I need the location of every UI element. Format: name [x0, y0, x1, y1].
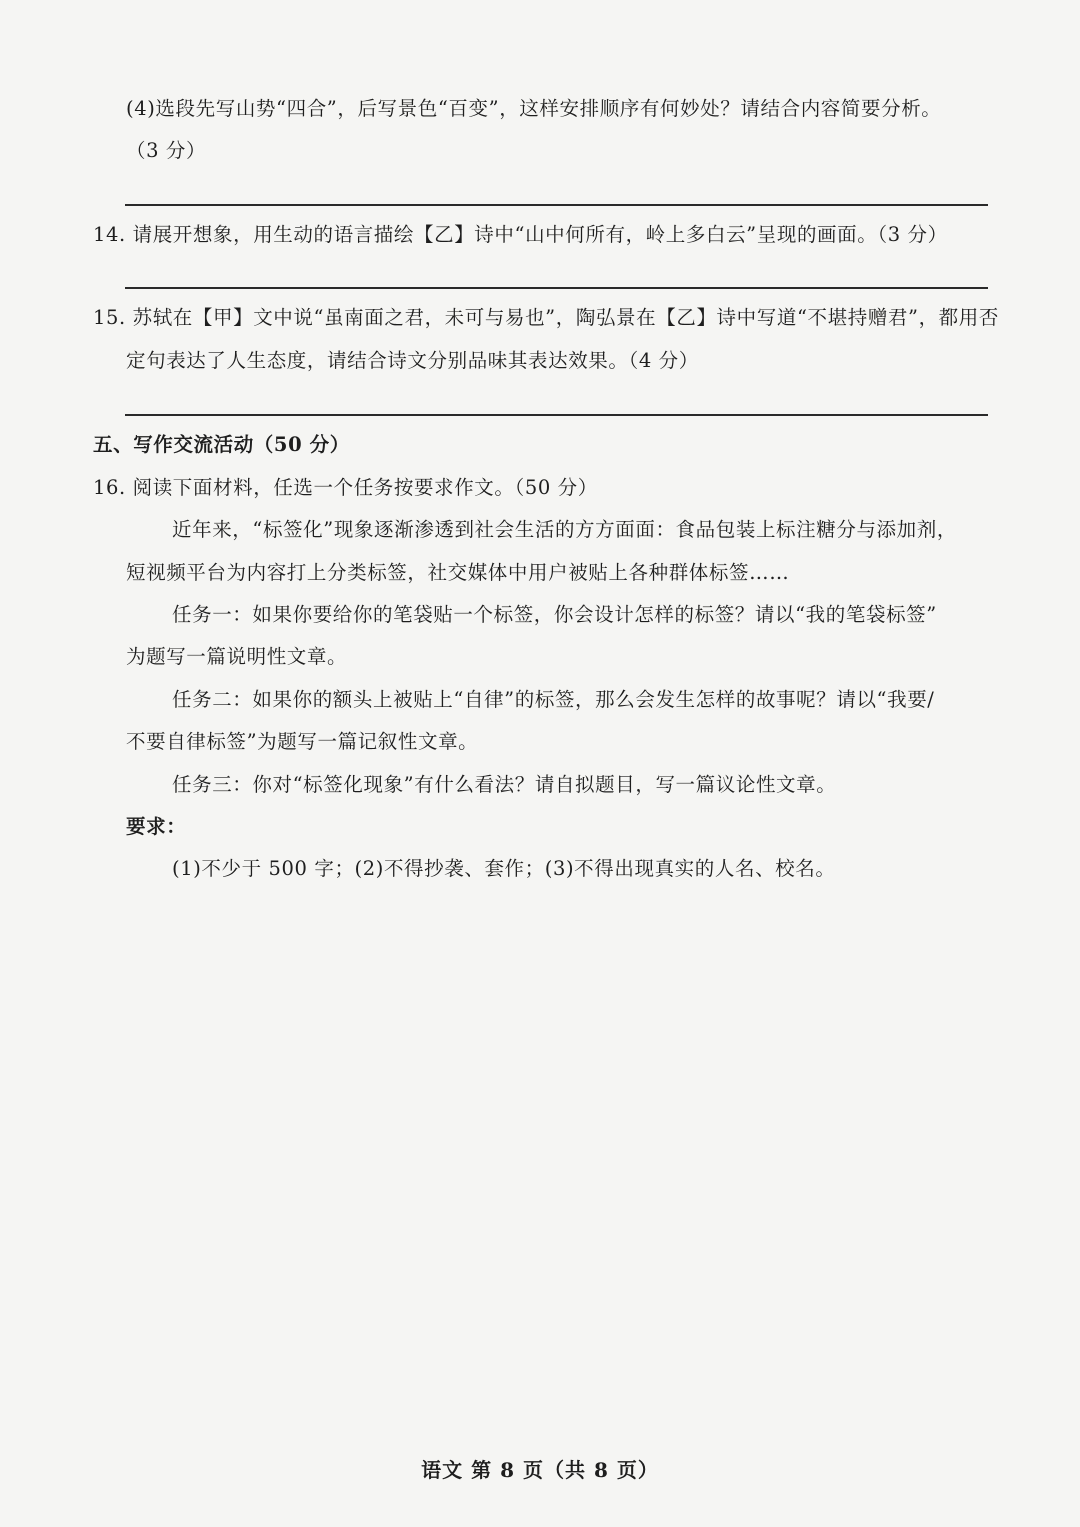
q16-task2-line1: 任务二：如果你的额头上被贴上“自律”的标签，那么会发生怎样的故事呢？请以“我要/	[172, 688, 935, 711]
q13-4-line2: （3 分）	[126, 139, 207, 162]
q16-task2-line2: 不要自律标签”为题写一篇记叙性文章。	[126, 730, 479, 753]
section5-heading: 五、写作交流活动（50 分）	[93, 433, 350, 456]
q16-task1-line2: 为题写一篇说明性文章。	[126, 645, 348, 668]
q16-material-line2: 短视频平台为内容打上分类标签，社交媒体中用户被贴上各种群体标签……	[126, 561, 790, 584]
answer-line-q13-4	[125, 204, 988, 206]
answer-line-q15	[125, 414, 988, 416]
q13-4-line1: (4)选段先写山势“四合”，后写景色“百变”，这样安排顺序有何妙处？请结合内容简要分析。	[126, 97, 942, 120]
answer-line-q14	[125, 287, 988, 289]
q15-line1: 15. 苏轼在【甲】文中说“虽南面之君，未可与易也”，陶弘景在【乙】诗中写道“不堪持赠君”，都用否	[93, 306, 999, 329]
q16-task1-line1: 任务一：如果你要给你的笔袋贴一个标签，你会设计怎样的标签？请以“我的笔袋标签”	[172, 603, 937, 626]
q16-material-line1: 近年来，“标签化”现象逐渐渗透到社会生活的方方面面：食品包装上标注糖分与添加剂，	[172, 518, 957, 541]
q14-text: 14. 请展开想象，用生动的语言描绘【乙】诗中“山中何所有，岭上多白云”呈现的画面。（3 分）	[93, 223, 948, 246]
q16-intro: 16. 阅读下面材料，任选一个任务按要求作文。（50 分）	[93, 476, 598, 499]
page-footer: 语文 第 8 页（共 8 页）	[421, 1458, 659, 1482]
q15-line2: 定句表达了人生态度，请结合诗文分别品味其表达效果。（4 分）	[126, 349, 699, 372]
q16-task3: 任务三：你对“标签化现象”有什么看法？请自拟题目，写一篇议论性文章。	[172, 773, 837, 796]
q16-requirements-text: (1)不少于 500 字；(2)不得抄袭、套作；(3)不得出现真实的人名、校名。	[172, 857, 836, 880]
q16-requirements-label: 要求：	[126, 815, 187, 838]
